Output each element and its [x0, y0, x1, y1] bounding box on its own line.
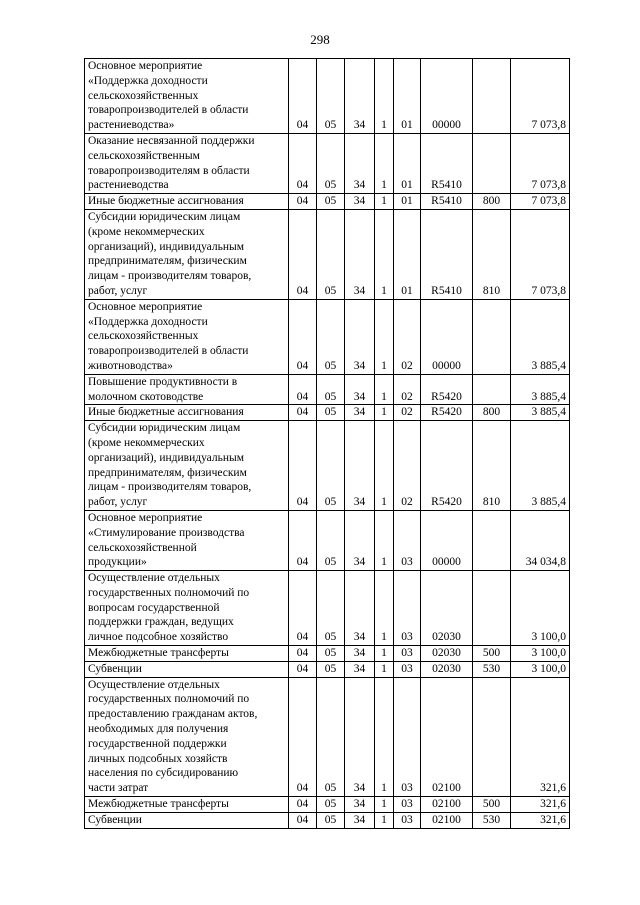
expense-name-line: населения по субсидированию — [88, 767, 239, 780]
subprogram-code: 1 — [375, 812, 394, 828]
table-row — [85, 797, 570, 813]
expense-name-line: предпринимателям, физическим — [88, 255, 247, 268]
direction-code: 02030 — [421, 571, 473, 646]
expense-name — [85, 405, 289, 421]
expense-name-line: Осуществление отдельных — [88, 678, 220, 691]
activity-code: 03 — [394, 571, 421, 646]
activity-code: 02 — [394, 299, 421, 374]
table-row — [85, 405, 570, 421]
section-code: 04 — [289, 812, 317, 828]
expense-name-line: необходимых для получения — [88, 723, 229, 736]
expense-name-line: Основное мероприятие — [88, 60, 203, 72]
program-code: 34 — [345, 299, 375, 374]
table-row — [85, 374, 570, 405]
section-code: 04 — [289, 797, 317, 813]
expense-type-code — [473, 59, 511, 134]
direction-code: 02100 — [421, 677, 473, 796]
expense-name-line: государственных полномочий по — [88, 586, 250, 599]
activity-code: 03 — [394, 646, 421, 662]
section-code: 04 — [289, 133, 317, 193]
expense-name-line: Основное мероприятие — [88, 300, 203, 313]
expense-type-code: 810 — [473, 421, 511, 511]
activity-code: 01 — [394, 209, 421, 299]
expense-name-line: животноводства» — [88, 359, 173, 372]
activity-code: 03 — [394, 797, 421, 813]
amount: 7 073,8 — [511, 209, 570, 299]
expense-name-line: Субсидии юридическим лицам — [88, 422, 241, 435]
section-code: 04 — [289, 646, 317, 662]
section-code: 04 — [289, 374, 317, 405]
expense-name-line: Субвенции — [88, 813, 142, 826]
expense-name-line: продукции» — [88, 556, 147, 569]
budget-table-body — [85, 59, 570, 829]
activity-code: 01 — [394, 59, 421, 134]
subsection-code: 05 — [317, 510, 345, 570]
expense-name-line: Межбюджетные трансферты — [88, 647, 229, 660]
section-code: 04 — [289, 299, 317, 374]
expense-name-line: сельскохозяйственным — [88, 149, 200, 162]
budget-table — [84, 58, 570, 829]
subprogram-code: 1 — [375, 194, 394, 210]
amount: 3 885,4 — [511, 405, 570, 421]
direction-code: R5420 — [421, 374, 473, 405]
program-code: 34 — [345, 510, 375, 570]
expense-name-line: личных подсобных хозяйств — [88, 752, 228, 765]
expense-type-code: 500 — [473, 646, 511, 662]
expense-type-code — [473, 299, 511, 374]
section-code: 04 — [289, 661, 317, 677]
expense-name-line: государственной поддержки — [88, 737, 227, 750]
direction-code: 00000 — [421, 59, 473, 134]
expense-name-line: Оказание несвязанной поддержки — [88, 134, 255, 147]
amount: 321,6 — [511, 677, 570, 796]
expense-name — [85, 812, 289, 828]
expense-name-line: сельскохозяйственной — [88, 541, 197, 554]
subprogram-code: 1 — [375, 133, 394, 193]
subprogram-code: 1 — [375, 677, 394, 796]
program-code: 34 — [345, 571, 375, 646]
direction-code: 02100 — [421, 812, 473, 828]
activity-code: 03 — [394, 677, 421, 796]
activity-code: 01 — [394, 194, 421, 210]
amount: 7 073,8 — [511, 133, 570, 193]
expense-name-line: товаропроизводителям в области — [88, 164, 250, 177]
expense-name — [85, 421, 289, 511]
subsection-code: 05 — [317, 405, 345, 421]
expense-name-line: вопросам государственной — [88, 601, 220, 614]
program-code: 34 — [345, 133, 375, 193]
expense-name-line: товаропроизводителей в области — [88, 345, 249, 358]
subsection-code: 05 — [317, 421, 345, 511]
subsection-code: 05 — [317, 797, 345, 813]
direction-code: 00000 — [421, 299, 473, 374]
expense-name-line: товаропроизводителей в области — [88, 104, 249, 117]
direction-code: 02030 — [421, 661, 473, 677]
amount: 3 885,4 — [511, 299, 570, 374]
subsection-code: 05 — [317, 209, 345, 299]
expense-type-code: 530 — [473, 812, 511, 828]
amount: 7 073,8 — [511, 59, 570, 134]
expense-name-line: «Поддержка доходности — [88, 315, 208, 328]
expense-type-code — [473, 510, 511, 570]
table-row — [85, 133, 570, 193]
direction-code: 02030 — [421, 646, 473, 662]
expense-name-line: Осуществление отдельных — [88, 572, 220, 585]
program-code: 34 — [345, 59, 375, 134]
subprogram-code: 1 — [375, 797, 394, 813]
direction-code: R5420 — [421, 405, 473, 421]
activity-code: 02 — [394, 405, 421, 421]
amount: 321,6 — [511, 797, 570, 813]
expense-type-code: 800 — [473, 194, 511, 210]
program-code: 34 — [345, 374, 375, 405]
expense-type-code — [473, 571, 511, 646]
expense-name — [85, 133, 289, 193]
subprogram-code: 1 — [375, 299, 394, 374]
expense-name — [85, 299, 289, 374]
direction-code: 00000 — [421, 510, 473, 570]
subprogram-code: 1 — [375, 209, 394, 299]
table-row — [85, 299, 570, 374]
expense-name-line: растениеводства» — [88, 119, 175, 132]
table-row — [85, 646, 570, 662]
subprogram-code: 1 — [375, 374, 394, 405]
table-row — [85, 59, 570, 134]
expense-name-line: Основное мероприятие — [88, 511, 203, 524]
expense-name — [85, 59, 289, 134]
section-code: 04 — [289, 571, 317, 646]
expense-name-line: части затрат — [88, 782, 149, 795]
subsection-code: 05 — [317, 133, 345, 193]
activity-code: 03 — [394, 812, 421, 828]
expense-type-code: 800 — [473, 405, 511, 421]
direction-code: R5410 — [421, 194, 473, 210]
expense-type-code — [473, 374, 511, 405]
expense-name-line: государственных полномочий по — [88, 693, 250, 706]
expense-name-line: (кроме некоммерческих — [88, 225, 205, 238]
direction-code: R5410 — [421, 133, 473, 193]
program-code: 34 — [345, 812, 375, 828]
section-code: 04 — [289, 405, 317, 421]
expense-name-line: Субвенции — [88, 662, 142, 675]
expense-name-line: работ, услуг — [88, 284, 148, 297]
expense-name — [85, 797, 289, 813]
subprogram-code: 1 — [375, 59, 394, 134]
program-code: 34 — [345, 677, 375, 796]
expense-name — [85, 677, 289, 796]
activity-code: 02 — [394, 374, 421, 405]
activity-code: 02 — [394, 421, 421, 511]
table-row — [85, 677, 570, 796]
expense-name-line: Межбюджетные трансферты — [88, 798, 229, 811]
expense-name-line: предоставлению гражданам актов, — [88, 708, 258, 721]
subsection-code: 05 — [317, 59, 345, 134]
expense-name — [85, 209, 289, 299]
expense-name-line: личное подсобное хозяйство — [88, 631, 229, 644]
expense-type-code: 530 — [473, 661, 511, 677]
section-code: 04 — [289, 194, 317, 210]
program-code: 34 — [345, 405, 375, 421]
expense-name-line: Иные бюджетные ассигнования — [88, 195, 244, 208]
table-row — [85, 661, 570, 677]
expense-name-line: организаций), индивидуальным — [88, 451, 245, 464]
subsection-code: 05 — [317, 812, 345, 828]
expense-name — [85, 510, 289, 570]
amount: 3 885,4 — [511, 421, 570, 511]
expense-name-line: предпринимателям, физическим — [88, 466, 247, 479]
program-code: 34 — [345, 646, 375, 662]
expense-name-line: поддержки граждан, ведущих — [88, 616, 234, 629]
expense-name — [85, 374, 289, 405]
table-row — [85, 571, 570, 646]
expense-name-line: Иные бюджетные ассигнования — [88, 406, 244, 419]
direction-code: R5410 — [421, 209, 473, 299]
expense-name-line: растениеводства — [88, 179, 169, 192]
amount: 3 100,0 — [511, 646, 570, 662]
program-code: 34 — [345, 209, 375, 299]
amount: 3 885,4 — [511, 374, 570, 405]
activity-code: 01 — [394, 133, 421, 193]
subsection-code: 05 — [317, 194, 345, 210]
table-row — [85, 209, 570, 299]
table-row — [85, 421, 570, 511]
subsection-code: 05 — [317, 661, 345, 677]
subprogram-code: 1 — [375, 510, 394, 570]
expense-type-code — [473, 133, 511, 193]
subsection-code: 05 — [317, 571, 345, 646]
amount: 3 100,0 — [511, 571, 570, 646]
table-row — [85, 812, 570, 828]
expense-name-line: работ, услуг — [88, 496, 148, 509]
section-code: 04 — [289, 510, 317, 570]
expense-type-code — [473, 677, 511, 796]
table-row — [85, 194, 570, 210]
expense-name — [85, 661, 289, 677]
amount: 7 073,8 — [511, 194, 570, 210]
amount: 34 034,8 — [511, 510, 570, 570]
section-code: 04 — [289, 209, 317, 299]
program-code: 34 — [345, 194, 375, 210]
program-code: 34 — [345, 661, 375, 677]
expense-name — [85, 194, 289, 210]
section-code: 04 — [289, 677, 317, 796]
activity-code: 03 — [394, 510, 421, 570]
activity-code: 03 — [394, 661, 421, 677]
subsection-code: 05 — [317, 299, 345, 374]
subprogram-code: 1 — [375, 571, 394, 646]
subprogram-code: 1 — [375, 661, 394, 677]
program-code: 34 — [345, 421, 375, 511]
expense-name-line: (кроме некоммерческих — [88, 436, 205, 449]
expense-name-line: Субсидии юридическим лицам — [88, 210, 241, 223]
subsection-code: 05 — [317, 374, 345, 405]
direction-code: 02100 — [421, 797, 473, 813]
expense-name-line: сельскохозяйственных — [88, 330, 199, 343]
expense-name-line: организаций), индивидуальным — [88, 240, 245, 253]
expense-name-line: «Стимулирование производства — [88, 526, 245, 539]
expense-type-code: 500 — [473, 797, 511, 813]
expense-type-code: 810 — [473, 209, 511, 299]
amount: 3 100,0 — [511, 661, 570, 677]
section-code: 04 — [289, 59, 317, 134]
subprogram-code: 1 — [375, 421, 394, 511]
expense-name-line: лицам - производителям товаров, — [88, 270, 252, 283]
expense-name-line: сельскохозяйственных — [88, 89, 199, 102]
subsection-code: 05 — [317, 677, 345, 796]
page-number: 298 — [310, 32, 330, 47]
expense-name-line: Повышение продуктивности в — [88, 375, 238, 388]
table-row — [85, 510, 570, 570]
program-code: 34 — [345, 797, 375, 813]
subsection-code: 05 — [317, 646, 345, 662]
subprogram-code: 1 — [375, 646, 394, 662]
section-code: 04 — [289, 421, 317, 511]
amount: 321,6 — [511, 812, 570, 828]
direction-code: R5420 — [421, 421, 473, 511]
expense-name-line: молочном скотоводстве — [88, 390, 204, 403]
expense-name-line: лицам - производителям товаров, — [88, 481, 252, 494]
subprogram-code: 1 — [375, 405, 394, 421]
expense-name — [85, 646, 289, 662]
expense-name-line: «Поддержка доходности — [88, 74, 208, 87]
expense-name — [85, 571, 289, 646]
